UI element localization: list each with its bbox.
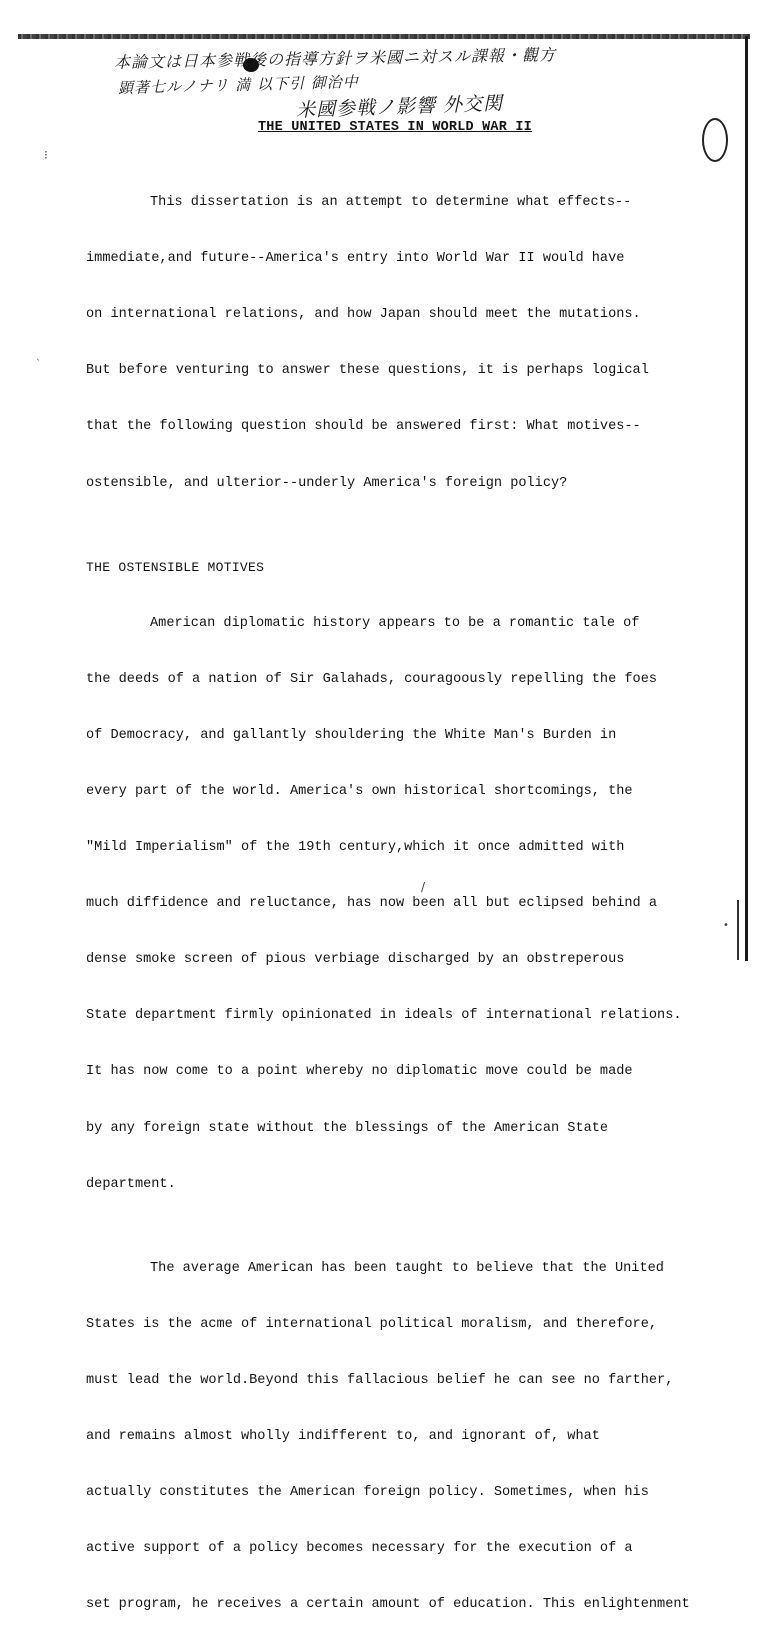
text-line: American diplomatic history appears to be a romantic tale of xyxy=(150,615,640,631)
page-edge-top xyxy=(18,34,750,39)
margin-mark: ˎ xyxy=(36,350,41,361)
ostensible-motives-paragraph xyxy=(86,582,746,1227)
text-line: "Mild Imperialism" of the 19th century,which it once admitted with xyxy=(86,840,625,856)
text-line: dense smoke screen of pious verbiage discharged by an obstreperous xyxy=(86,952,625,968)
text-line: that the following question should be answered first: What motives-- xyxy=(86,419,641,435)
text-line: This dissertation is an attempt to determine what effects-- xyxy=(150,195,632,211)
text-line: on international relations, and how Japan should meet the mutations. xyxy=(86,307,641,323)
text-line: immediate,and future--America's entry into World War II would have xyxy=(86,251,625,267)
text-line: active support of a policy becomes necessary for the execution of a xyxy=(86,1541,633,1557)
text-line: It has now come to a point whereby no diplomatic move could be made xyxy=(86,1064,633,1080)
handwritten-note-line-2: 顕著七ルノナリ 満 以下引 御治中 xyxy=(117,72,359,98)
intro-paragraph xyxy=(86,161,746,526)
text-line: department. xyxy=(86,1176,176,1192)
text-line: the deeds of a nation of Sir Galahads, couragoously repelling the foes xyxy=(86,671,658,687)
text-line: of Democracy, and gallantly shouldering the White Man's Burden in xyxy=(86,727,617,743)
margin-mark: / xyxy=(421,880,426,894)
text-line: The average American has been taught to believe that the United xyxy=(150,1260,664,1276)
text-line: every part of the world. America's own historical shortcomings, the xyxy=(86,783,633,799)
text-line: States is the acme of international political moralism, and therefore, xyxy=(86,1316,658,1332)
text-line: actually constitutes the American foreign policy. Sometimes, when his xyxy=(86,1485,649,1501)
text-line: But before venturing to answer these questions, it is perhaps logical xyxy=(86,363,649,379)
text-line: ostensible, and ulterior--underly America's foreign policy? xyxy=(86,475,568,491)
text-line: by any foreign state without the blessings of the American State xyxy=(86,1120,609,1136)
text-line: much diffidence and reluctance, has now been all but eclipsed behind a xyxy=(86,896,658,912)
text-line: and remains almost wholly indifferent to, and ignorant of, what xyxy=(86,1429,600,1445)
section-heading: THE OSTENSIBLE MOTIVES xyxy=(86,559,265,575)
handwritten-note-line-1: 本論文は日本参戦後の指導方針ヲ米國ニ対スル課報・觀方 xyxy=(113,45,557,72)
document-body xyxy=(86,161,746,1647)
seal-stamp xyxy=(702,118,728,162)
average-american-paragraph xyxy=(86,1227,746,1647)
spacer xyxy=(86,526,746,554)
document-title: THE UNITED STATES IN WORLD WAR II xyxy=(258,120,532,135)
text-line: State department firmly opinionated in ideals of international relations. xyxy=(86,1008,682,1024)
handwritten-note-line-3: 米國参戦ノ影響 外交関 xyxy=(295,92,504,122)
text-line: must lead the world.Beyond this fallacious belief he can see no farther, xyxy=(86,1372,674,1388)
text-line: set program, he receives a certain amount of education. This enlightenment xyxy=(86,1597,690,1613)
margin-mark: ⁝ xyxy=(44,148,48,162)
margin-mark: • xyxy=(723,920,729,931)
